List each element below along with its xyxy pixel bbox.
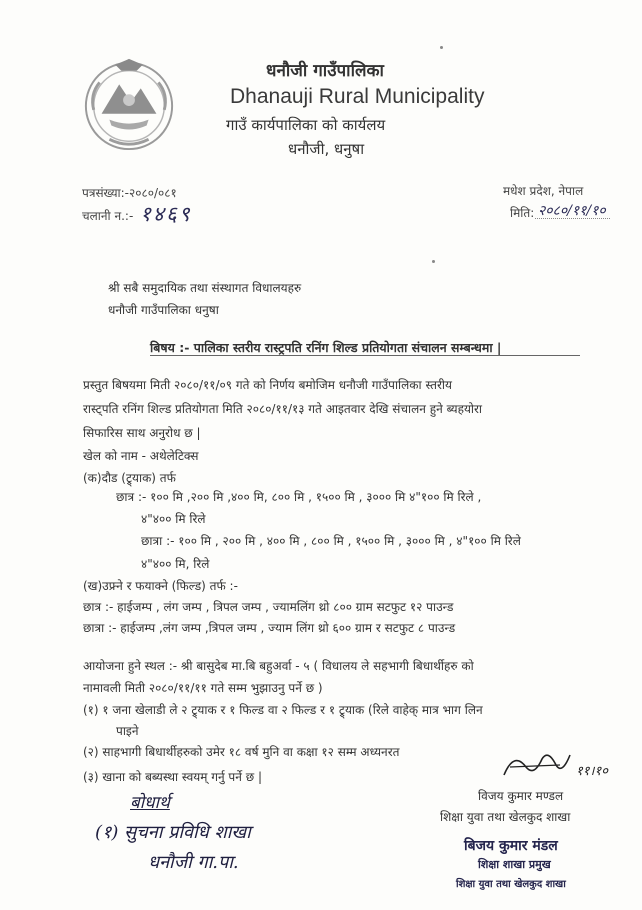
chalani-label: चलानी न.:- <box>82 209 134 223</box>
stamp-title: शिक्षा शाखा प्रमुख <box>478 858 551 871</box>
body-line: प्रस्तुत बिषयमा मिती २०८०/११/०९ गते को निर्णय बमोजिम धनौजी गाउँपालिका स्तरीय <box>83 378 452 392</box>
province-label: मधेश प्रदेश, नेपाल <box>503 184 584 198</box>
body-line: (३) खाना को बब्यस्था स्वयम् गर्नु पर्ने छ | <box>83 770 262 784</box>
signer-name: विजय कुमार मण्डल <box>478 789 564 803</box>
chalani-number-handwritten: १४६९ <box>140 202 192 226</box>
signature-scribble <box>500 745 610 785</box>
office-name: गाउँ कार्यपालिका को कार्यलय <box>226 116 386 134</box>
body-line: सिफारिस साथ अनुरोध छ | <box>83 426 201 440</box>
office-address: धनौजी, धनुषा <box>288 140 365 158</box>
body-line: छात्रा :- हाईजम्प ,लंग जम्प ,त्रिपल जम्प , ज्याम लिंग थ्रो ६०० ग्राम र सटफुट ८ पाउन्ड <box>83 621 456 635</box>
body-line: ४"४०० मि रिले <box>141 512 206 526</box>
subject-underline <box>150 355 580 356</box>
body-line: आयोजना हुने स्थल :- श्री बासुदेब मा.बि बहुअर्वा - ५ ( विधालय ले सहभागी बिधार्थीहरु को <box>83 659 474 673</box>
body-line: (१) १ जना खेलाडी ले २ ट्र्याक र १ फिल्ड वा २ फिल्ड र १ ट्र्याक (रिले वाहेक् मात्र भाग लिन <box>83 703 483 717</box>
body-line: छात्र :- हाईजम्प , लंग जम्प , त्रिपल जम्प , ज्यामलिंग थ्रो ८०० ग्राम सटफुट १२ पाउन्ड <box>83 600 454 614</box>
speck <box>432 260 435 263</box>
date-label: मिति: <box>510 206 535 220</box>
handwritten-municipality: धनौजी गा.पा. <box>148 852 239 873</box>
stamp-department: शिक्षा युवा तथा खेलकुद शाखा <box>456 879 566 890</box>
body-line: (२) साहभागी बिधार्थीहरुको उमेर १८ वर्ष मुनि वा कक्षा १२ सम्म अध्यनरत <box>83 745 400 759</box>
stamp-name: बिजय कुमार मंडल <box>464 838 558 854</box>
signer-department: शिक्षा युवा तथा खेलकुद शाखा <box>440 810 571 824</box>
addressee-line-2: धनौजी गाउँपालिका धनुषा <box>108 303 219 317</box>
subject-line: बिषय :- पालिका स्तरीय रास्ट्रपति रनिंग शिल्ड प्रतियोगता संचालन सम्बन्धमा | <box>150 340 502 355</box>
body-line: खेल को नाम - अथेलेटिक्स <box>83 449 199 463</box>
body-line: पाइने <box>116 724 139 738</box>
body-line: छात्रा :- १०० मि , २०० मि , ४०० मि , ८०० मि , १५०० मि , ३००० मि , ४"१०० मि रिले <box>141 534 521 548</box>
body-line: ४"४०० मि, रिले <box>141 557 210 571</box>
handwritten-it-section: (१) सुचना प्रविधि शाखा <box>95 822 251 843</box>
nepal-emblem-icon <box>80 55 178 153</box>
municipality-name-en: Dhanauji Rural Municipality <box>230 85 485 108</box>
body-line: छात्र :- १०० मि ,२०० मि ,४०० मि, ८०० मि , १५०० मि , ३००० मि ४"१०० मि रिले , <box>116 490 482 504</box>
patra-sankhya: पत्रसंख्या:-२०८०/०८१ <box>82 186 177 200</box>
municipality-name-np: धनौजी गाउँपालिका <box>266 61 384 81</box>
body-line: नामावली मिती २०८०/११/११ गते सम्म भुझाउनु पर्ने छ ) <box>83 681 323 695</box>
body-line: (क)दौड (ट्र्याक) तर्फ <box>83 471 176 485</box>
body-line: (ख)उफ्र्ने र फयाक्ने (फिल्ड) तर्फ :- <box>83 579 238 593</box>
speck <box>440 46 443 49</box>
body-line: रास्ट्पति रनिंग शिल्ड प्रतियोगता मिति २०८०/११/१३ गते आइतवार देखि संचालन हुने ब्यहयोरा <box>83 402 483 416</box>
signature-date: ११।१० <box>576 764 608 779</box>
date-handwritten: २०८०/११/१० <box>538 203 606 219</box>
date-dotted-line <box>535 218 610 219</box>
handwritten-bodhartha: बोधार्थ <box>130 793 170 813</box>
addressee-line-1: श्री सबै समुदायिक तथा संस्थागत विधालयहरु <box>108 281 302 295</box>
